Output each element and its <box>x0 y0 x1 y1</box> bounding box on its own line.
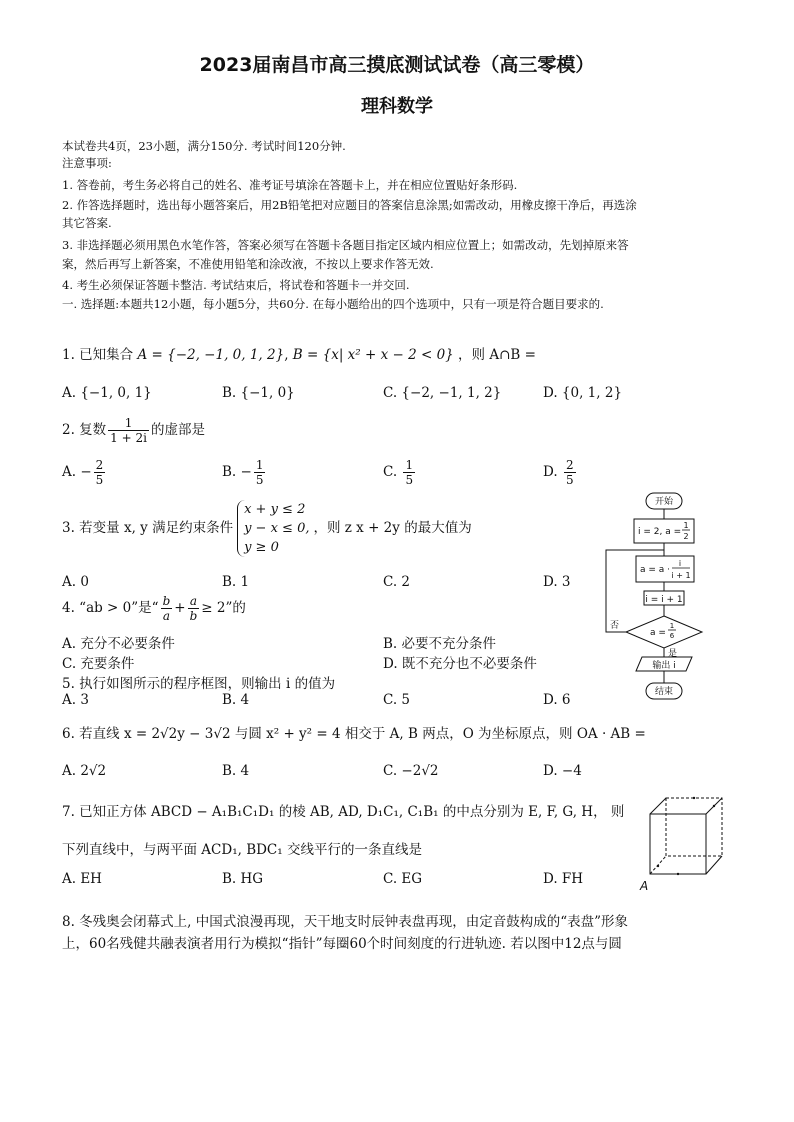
q1-option-d[interactable]: D. {0, 1, 2} <box>543 385 623 401</box>
question-3: 3. 若变量 x, y 满足约束条件x + y ≤ 2 y − x ≤ 0, y ≥ 0，则 z x + 2y 的最大值为 <box>62 502 472 555</box>
q6-option-c[interactable]: C. −2√2 <box>383 763 439 779</box>
q2-option-b[interactable]: B. − $\frac{1}{5}$ <box>222 458 264 487</box>
notice-item-2-cont: 其它答案. <box>62 216 112 230</box>
notice-item-3-cont: 案，然后再写上新答案，不准使用铅笔和涂改液，不按以上要求作答无效. <box>62 257 434 271</box>
flow-output-label: 输出 i <box>652 661 676 671</box>
q6-option-d[interactable]: D. −4 <box>543 763 582 779</box>
notice-heading: 注意事项: <box>62 156 112 170</box>
question-5: 5. 执行如图所示的程序框图，则输出 i 的值为 <box>62 676 336 692</box>
flow-end-label: 结束 <box>654 687 674 697</box>
question-4: 4. “ab > 0”是“ $\frac{b}{a}$ + $\frac{a}{b}$ ≥ 2”的 <box>62 594 246 623</box>
flow-increment-label: i = i + 1 <box>645 595 683 605</box>
q3-constraint-system: x + y ≤ 2 y − x ≤ 0, y ≥ 0 <box>237 500 309 557</box>
q2-option-a[interactable]: A. − $\frac{2}{5}$ <box>62 458 104 487</box>
svg-text:i: i <box>678 559 682 568</box>
q5-option-a[interactable]: A. 3 <box>62 692 89 708</box>
q7-option-d[interactable]: D. FH <box>543 871 584 887</box>
question-2: 2. 复数 $\frac{1}{1 + 2i}$ 的虚部是 <box>62 416 205 445</box>
flow-start-label: 开始 <box>654 497 674 507</box>
question-6: 6. 若直线 x = 2√2y − 3√2 与圆 x² + y² = 4 相交于 A, B 两点，O 为坐标原点，则 OA · AB = <box>62 726 646 742</box>
flow-yes-label: 是 <box>668 649 678 659</box>
question-7: 7. 已知正方体 ABCD − A₁B₁C₁D₁ 的棱 AB, AD, D₁C₁, C₁B₁ 的中点分别为 E, F, G, H， 则 <box>62 804 625 820</box>
flow-condition-label: a = <box>650 628 666 638</box>
q5-option-c[interactable]: C. 5 <box>383 692 411 708</box>
flow-init-label: i = 2, a = <box>638 527 682 537</box>
q4-option-c[interactable]: C. 充要条件 <box>62 656 135 672</box>
exam-info: 本试卷共4页，23小题，满分150分. 考试时间120分钟. <box>62 139 346 153</box>
svg-text:6: 6 <box>669 632 675 640</box>
section-instruction: 一. 选择题:本题共12小题，每小题5分，共60分. 在每小题给出的四个选项中，只有一项是符合题目要求的. <box>62 297 604 311</box>
question-7-cont: 下列直线中，与两平面 ACD₁, BDC₁ 交线平行的一条直线是 <box>62 842 422 858</box>
flow-assign-label: a = a · <box>640 565 671 575</box>
q2-option-d[interactable]: D. $\frac{2}{5}$ <box>543 458 574 487</box>
q1-option-c[interactable]: C. {−2, −1, 1, 2} <box>383 385 502 401</box>
q2-option-c[interactable]: C. $\frac{1}{5}$ <box>383 458 414 487</box>
notice-item-1: 1. 答卷前，考生务必将自己的姓名、准考证号填涂在答题卡上，并在相应位置贴好条形码. <box>62 178 518 192</box>
notice-item-4: 4. 考生必须保证答题卡整洁. 考试结束后，将试卷和答题卡一并交回. <box>62 278 410 292</box>
svg-text:i + 1: i + 1 <box>671 571 691 580</box>
q2-fraction: $\frac{1}{1 + 2i}$ <box>110 416 147 445</box>
q5-option-d[interactable]: D. 6 <box>543 692 571 708</box>
question-1: 1. 已知集合 A = {−2, −1, 0, 1, 2}, B = {x| x² + x − 2 < 0} ，则 A∩B = <box>62 347 536 363</box>
flow-no-label: 否 <box>610 621 620 631</box>
q3-option-b[interactable]: B. 1 <box>222 574 250 590</box>
exam-title: 2023届南昌市高三摸底测试试卷（高三零模） <box>199 54 595 76</box>
q4-option-b[interactable]: B. 必要不充分条件 <box>383 636 497 652</box>
q5-option-b[interactable]: B. 4 <box>222 692 250 708</box>
q4-option-a[interactable]: A. 充分不必要条件 <box>62 636 175 652</box>
q1-option-b[interactable]: B. {−1, 0} <box>222 385 295 401</box>
q7-option-c[interactable]: C. EG <box>383 871 423 887</box>
question-8-cont: 上，60名残健共融表演者用行为模拟“指针”每圈60个时间刻度的行进轨迹. 若以图中12点与圆 <box>62 936 622 952</box>
q3-option-c[interactable]: C. 2 <box>383 574 411 590</box>
question-8: 8. 冬残奥会闭幕式上, 中国式浪漫再现，天干地支时辰钟表盘再现，由定音鼓构成的“表盘”形象 <box>62 914 629 930</box>
q3-option-a[interactable]: A. 0 <box>62 574 89 590</box>
q7-option-a[interactable]: A. EH <box>62 871 102 887</box>
svg-text:2: 2 <box>683 532 689 541</box>
q1-option-a[interactable]: A. {−1, 0, 1} <box>62 385 152 401</box>
notice-item-2: 2. 作答选择题时，选出每小题答案后，用2B铅笔把对应题目的答案信息涂黑;如需改动，用橡皮擦干净后，再选涂 <box>62 198 637 212</box>
q6-option-a[interactable]: A. 2√2 <box>62 763 107 779</box>
q3-option-d[interactable]: D. 3 <box>543 574 571 590</box>
program-flowchart <box>598 490 722 706</box>
exam-subject: 理科数学 <box>361 96 433 117</box>
cube-vertex-a-label: A <box>640 879 649 893</box>
cube-figure <box>636 786 728 894</box>
q7-option-b[interactable]: B. HG <box>222 871 264 887</box>
q4-option-d[interactable]: D. 既不充分也不必要条件 <box>383 656 537 672</box>
svg-text:1: 1 <box>683 521 689 530</box>
q6-option-b[interactable]: B. 4 <box>222 763 250 779</box>
notice-item-3: 3. 非选择题必须用黑色水笔作答，答案必须写在答题卡各题目指定区域内相应位置上；如需改动，先划掉原来答 <box>62 238 629 252</box>
svg-text:1: 1 <box>669 622 675 630</box>
